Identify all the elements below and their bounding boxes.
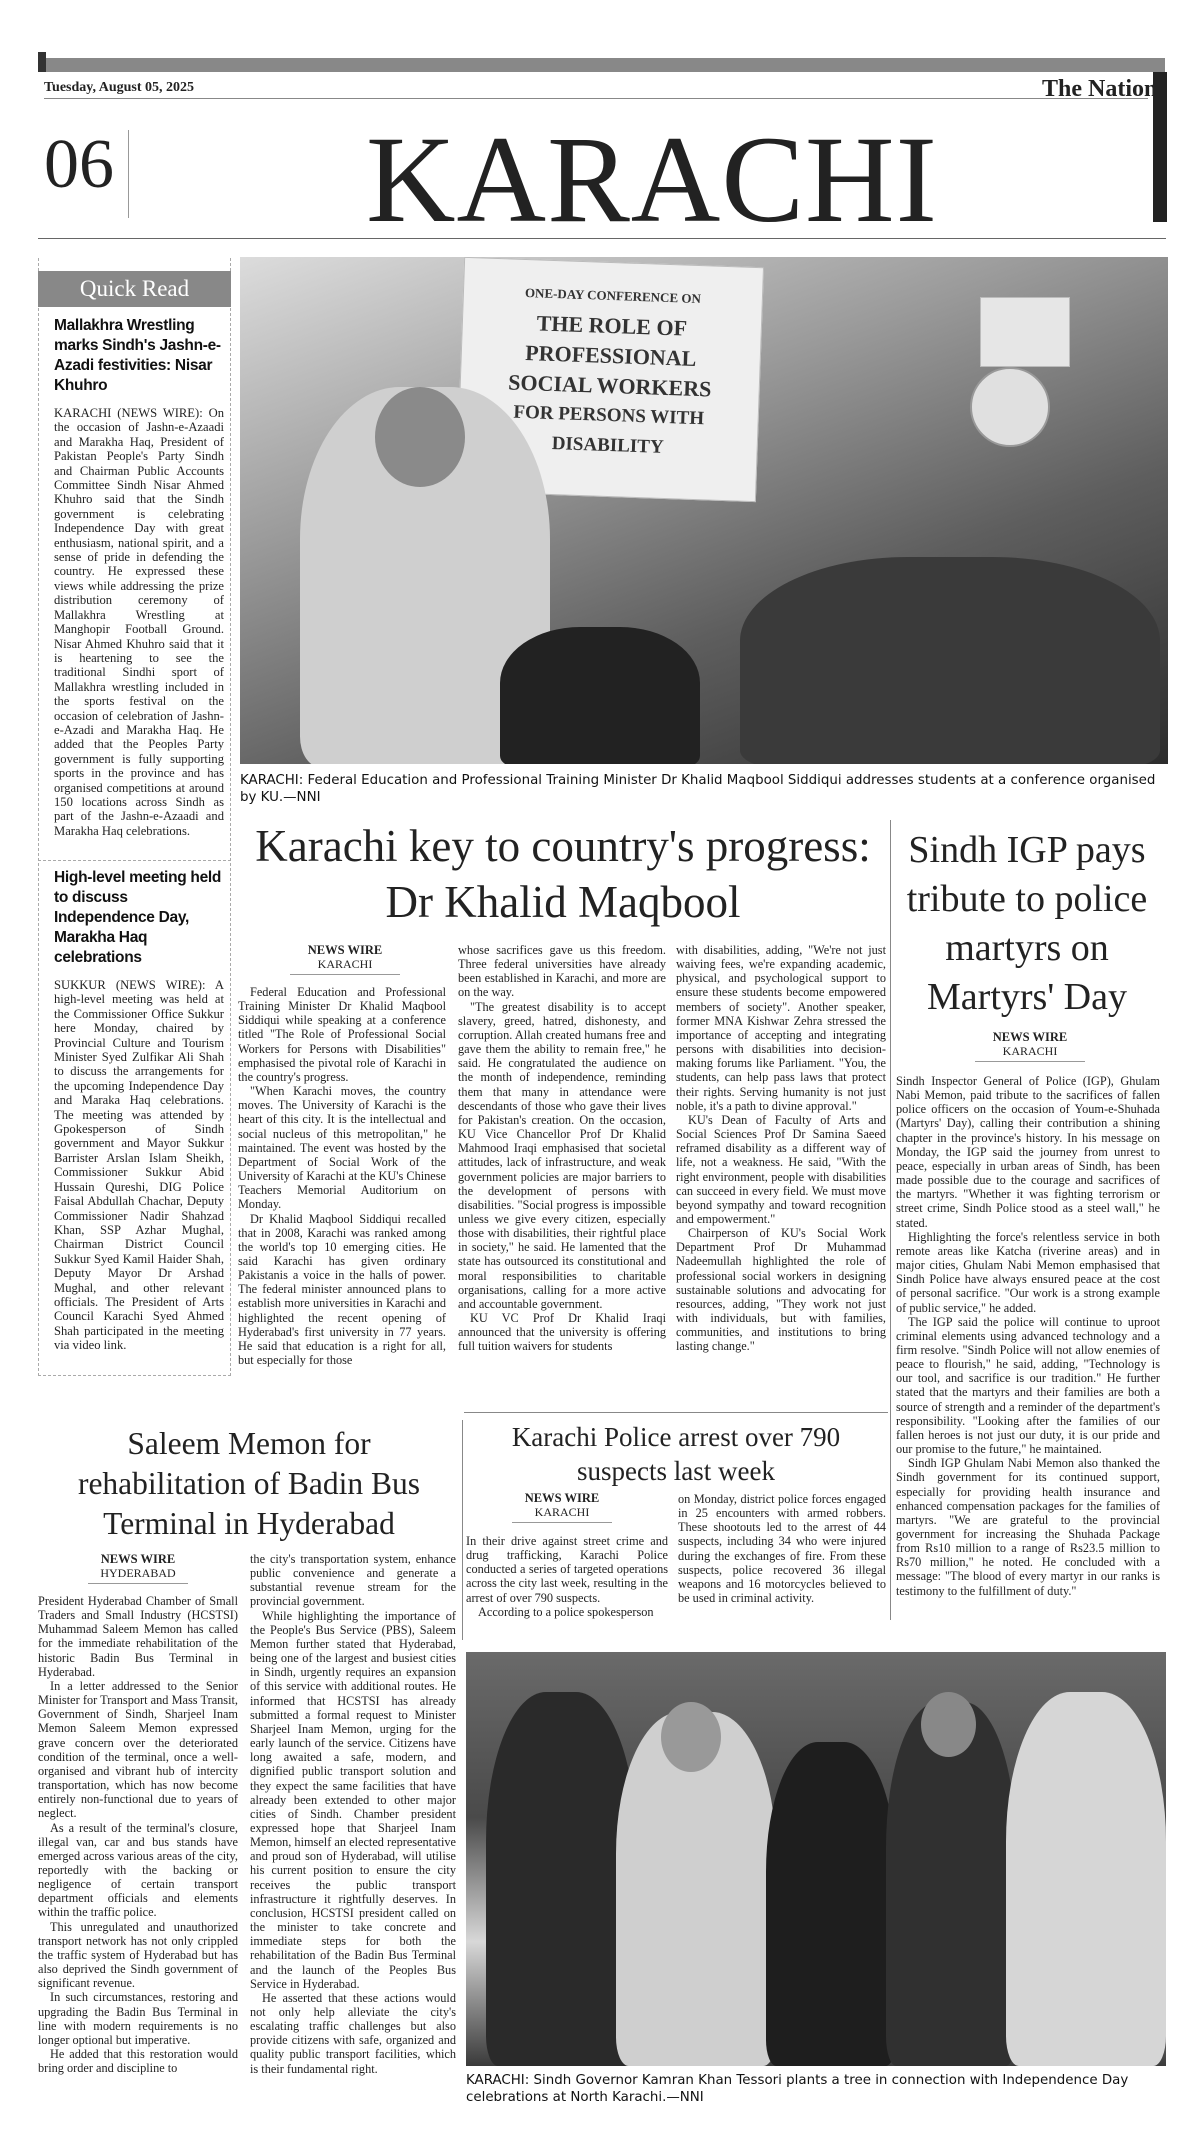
tree-planting-photo xyxy=(466,1652,1166,2066)
byline-agency: NEWS WIRE xyxy=(307,943,383,957)
quick-read-separator xyxy=(38,860,231,861)
quick-read-body: SUKKUR (NEWS WIRE): A high-level meeting was held at the Commissioner Office Sukkur here Monday, chaired by Provincial Culture and Tourism Minister Syed Zulfikar Ali Shah to discuss the arrangements for the upcoming Independence Day and Maraka Haq celebrations. The meeting was attended by Gpokesperson of Sindh government and Mayor Sukkur Barrister Arslan Islam Sheikh, Commissioner Sukkur Abid Hussain Qureshi, DIG Police Faisal Abdullah Chachar, Deputy Commissioner Nadir Shahzad Khan, SSP Azhar Mughal, Chairman District Council Sukkur Syed Kamil Haider Shah, Deputy Mayor Dr Arshad Mughal, and other relevant officials. The President of Arts Council Karachi Syed Ahmed Shah participated in the meeting via video link. xyxy=(54,978,224,1353)
paragraph: As a result of the terminal's closure, illegal van, car and bus stands have emerged across various areas of the city, reportedly with the backing or negligence of certain transport department officials and elements within the traffic police. xyxy=(38,1820,238,1920)
paragraph: the city's transportation system, enhance public convenience and generate a substantial revenue stream for the provincial government. xyxy=(250,1552,456,1609)
article-column xyxy=(250,1552,456,2120)
byline-dateline: KARACHI xyxy=(534,1505,590,1519)
newspaper-brand: The Nation xyxy=(1042,76,1158,102)
paragraph: He asserted that these actions would not only help alleviate the city's escalating traffic challenges but also provide citizens with safe, organized and quality public transport facilities, which is their fundamental right. xyxy=(250,1990,456,2076)
article-column xyxy=(678,1492,886,1634)
page-number: 06 xyxy=(44,126,114,203)
masthead-divider xyxy=(44,98,1148,99)
article-headline: Karachi key to country's progress: Dr Khalid Maqbool xyxy=(255,821,871,927)
column-rule xyxy=(462,1420,463,1640)
quick-read-headline: High-level meeting held to discuss Independence Day, Marakha Haq celebrations xyxy=(54,869,222,966)
paragraph: Sindh Inspector General of Police (IGP), Ghulam Nabi Memon, paid tribute to the sacrifices of fallen police officers on the occasion of Youm-e-Shuhada (Martyrs' Day), calling their contribution a shining chapter in the province's history. In his message on Monday, the IGP said the journey from unrest to peace, especially in urban areas of Sindh, has been made possible due to the courage and sacrifices of the martyrs. "Whether it was fighting terrorism or street crime, Sindh Police stood as a steel wall," he stated. xyxy=(896,1074,1160,1230)
university-emblem xyxy=(970,367,1050,447)
byline-agency: NEWS WIRE xyxy=(992,1030,1068,1044)
article-byline xyxy=(512,1491,612,1523)
paragraph: whose sacrifices gave us this freedom. Three federal universities have already been established in Karachi, and more are on the way. xyxy=(458,943,666,1000)
article-headline: Sindh IGP pays tribute to police martyrs on Martyrs' Day xyxy=(906,829,1148,1018)
banner-line: FOR PERSONS WITH DISABILITY xyxy=(513,401,705,458)
quick-read-label: Quick Read xyxy=(38,271,231,307)
person-head xyxy=(921,1692,976,1757)
article-headline: Saleem Memon for rehabilitation of Badin Bus Terminal in Hyderabad xyxy=(77,1426,421,1541)
paragraph: In their drive against street crime and drug trafficking, Karachi Police conducted a series of targeted operations across the city last week, resulting in the arrest of over 790 suspects. xyxy=(466,1534,668,1605)
paragraph: While highlighting the importance of the People's Bus Service (PBS), Saleem Memon further stated that Hyderabad, being one of the largest and busiest cities in Sindh, urgently requires an expansion of this service with additional routes. He informed that HCSTSI has already submitted a formal request to Minister Sharjeel Inam Memon, urging for the early launch of the service. Citizens have long awaited a safe, modern, and dignified public transport solution and they expect the same facilities that have already been extended to other major cities of Sindh. Chamber president expressed hope that Sharjeel Inam Memon, himself an elected representative and proud son of Hyderabad, will utilise his current position to ensure the city receives the public transport infrastructure it rightfully deserves. In conclusion, HCSTSI president called on the minister to take concrete and immediate steps for both the rehabilitation of the Badin Bus Terminal and the launch of the Peoples Bus Service in Hyderabad. xyxy=(250,1608,456,1991)
paragraph: In a letter addressed to the Senior Minister for Transport and Mass Transit, Government of Sindh, Sharjeel Inam Memon Saleem Memon expressed grave concern over the deteriorated condition of the terminal, once a well-organised and vibrant hub of intercity transportation, which has now become entirely non-functional due to years of neglect. xyxy=(38,1678,238,1821)
issue-date: Tuesday, August 05, 2025 xyxy=(44,80,195,95)
byline-agency: NEWS WIRE xyxy=(100,1552,176,1566)
byline-dateline: KARACHI xyxy=(317,957,373,971)
byline-dateline: KARACHI xyxy=(1002,1044,1058,1058)
paragraph: President Hyderabad Chamber of Small Traders and Small Industry (HCSTSI) Muhammad Saleem Memon has called for the immediate rehabilitation of the historic Badin Bus Terminal in Hyderabad. xyxy=(38,1594,238,1679)
bottom-photo-caption: KARACHI: Sindh Governor Kamran Khan Tessori plants a tree in connection with Independence Day celebrations at North Karachi.—NNI xyxy=(466,2073,1129,2105)
paragraph: Highlighting the force's relentless service in both remote areas like Katcha (riverine areas) and in major cities, Ghulam Nabi Memon emphasised that Sindh Police have always ensured peace at the cost of personal sacrifice. "Our work is a strong example of public service," he added. xyxy=(896,1229,1160,1315)
quick-read-headline: Mallakhra Wrestling marks Sindh's Jashn-e-Azadi festivities: Nisar Khuhro xyxy=(54,317,221,394)
person-figure xyxy=(766,1742,896,2066)
article-column xyxy=(896,1074,1160,1624)
paragraph: Federal Education and Professional Training Minister Dr Khalid Maqbool Siddiqui while speaking at a conference titled "The Role of Professional Social Workers for Persons with Disabilities" emphasised the pivotal role of Karachi in the country's progress. xyxy=(238,985,446,1084)
article-byline xyxy=(88,1552,188,1584)
byline-agency: NEWS WIRE xyxy=(524,1491,600,1505)
paragraph: In such circumstances, restoring and upgrading the Badin Bus Terminal in line with modern requirements is no longer optional but imperative. xyxy=(38,1990,238,2047)
article-headline: Karachi Police arrest over 790 suspects last week xyxy=(511,1422,841,1486)
paragraph: with disabilities, adding, "We're not just waiving fees, we're expanding academic, physical, and psychological support to ensure these students become empowered members of society". Another speaker, former MNA Kishwar Zehra stressed the importance of accepting and integrating persons with disabilities into decision-making forums like Parliament. "You, the students, can help pass laws that protect their rights. Serving humanity is not just noble, it's a path to divine approval." xyxy=(676,943,886,1113)
quick-read-item xyxy=(54,868,224,1353)
paragraph: "When Karachi moves, the country moves. The University of Karachi is the heart of this city. It is the intellectual and social nucleus of this metropolitan," he maintained. The event was hosted by the Department of Social Work of the University of Karachi at the KU's Chinese Teachers Memorial Auditorium on Monday. xyxy=(238,1084,446,1212)
page-number-divider xyxy=(128,130,129,218)
top-photo-caption: KARACHI: Federal Education and Professional Training Minister Dr Khalid Maqbool Siddiqui addresses students at a conference organised by KU.—NNI xyxy=(240,773,1156,805)
microphone-cluster xyxy=(500,627,700,764)
article-column xyxy=(238,985,446,1405)
banner-line: THE ROLE OF PROFESSIONAL xyxy=(524,310,697,371)
paragraph: KU VC Prof Dr Khalid Iraqi announced that the university is offering full tuition waivers for students xyxy=(458,1311,666,1354)
section-rule xyxy=(464,1412,888,1413)
article-column xyxy=(466,1534,668,1634)
wall-ac-unit xyxy=(980,297,1070,367)
article-column xyxy=(38,1594,238,2120)
byline-dateline: HYDERABAD xyxy=(100,1566,176,1580)
paragraph: "The greatest disability is to accept slavery, greed, hatred, dishonesty, and corruption. Allah created humans free and gave them the ability to remain free," he said. He congratulated the audience on the month of independence, reminding them that many in attendance were descendants of those who gave their lives for Pakistan's creation. On the occasion, KU Vice Chancellor Prof Dr Khalid Mahmood Iraqi emphasised that societal attitudes, lack of infrastructure, and weak government policies are major barriers to the development of persons with disabilities. "Social progress is impossible unless we give every citizen, especially those with disabilities, their rightful place in society," he said. He lamented that the state has outsourced its constitutional and moral responsibilities to charitable organisations, calling for a more active and accountable government. xyxy=(458,999,666,1311)
person-head xyxy=(661,1702,721,1772)
paragraph: Chairperson of KU's Social Work Department Prof Dr Muhammad Nadeemullah highlighted the role of professional social workers in designing sustainable solutions and advocating for resources, adding, "They work not just with individuals, but with families, communities, and institutions to bring lasting change." xyxy=(676,1226,886,1354)
speaker-head xyxy=(375,387,465,487)
section-title: KARACHI xyxy=(366,111,938,248)
paragraph: The IGP said the police will continue to uproot criminal elements using advanced technology and a firm resolve. "Sindh Police will not allow enemies of peace to flourish," he said, adding, "Technology is our tool, and sacrifice is our tradition." He further stated that the martyrs and their families are both a source of strength and a reminder of the department's responsibility. "Looking after the families of our fallen heroes is not just our duty, it is our pride and our promise to the future," he maintained. xyxy=(896,1314,1160,1457)
paragraph: He added that this restoration would bring order and discipline to xyxy=(38,2047,238,2076)
article-byline xyxy=(290,943,400,975)
paragraph: on Monday, district police forces engaged in 25 encounters with armed robbers. These shootouts led to the arrest of 44 suspects, including 34 who were injured during the exchanges of fire. From these suspects, police recovered 36 illegal weapons and 16 motorcycles believed to be used in criminal activity. xyxy=(678,1492,886,1606)
column-rule xyxy=(890,820,891,1620)
person-figure xyxy=(1006,1692,1166,2066)
banner-line: ONE-DAY CONFERENCE ON xyxy=(524,284,702,307)
paragraph: Sindh IGP Ghulam Nabi Memon also thanked the Sindh government for its continued support, especially for providing health insurance and enhanced compensation packages for the families of martyrs. "We are grateful to the provincial government for increasing the Shuhada Package from Rs10 million to a range of Rs23.5 million to Rs70 million," he noted. He concluded with a message: "The blood of every martyr in our ranks is testimony to the fulfillment of duty." xyxy=(896,1456,1160,1598)
masthead-top-bar xyxy=(38,58,1165,72)
paragraph: Dr Khalid Maqbool Siddiqui recalled that in 2008, Karachi was ranked among the world's top 10 emerging cities. He said Karachi has given ordinary Pakistanis a voice in the halls of power. The federal minister announced plans to establish more universities in Karachi and highlighted the recent opening of Hyderabad's first university in 77 years. He said that education is a right for all, but especially for those xyxy=(238,1211,446,1368)
conference-photo xyxy=(240,257,1168,764)
quick-read-body: KARACHI (NEWS WIRE): On the occasion of Jashn-e-Azaadi and Marakha Haq, President of Pakistan People's Party Sindh and Chairman Public Accounts Committee Sindh Nisar Ahmed Khuhro said that the Sindh government is celebrating Independence Day with great enthusiasm, national spirit, and a sense of pride in defending the country. He expressed these views while addressing the prize distribution ceremony of Mallakhra Wrestling at Manghopir Football Ground. Nisar Ahmed Khuhro said that it is heartening to see the traditional Sindhi sport of Mallakhra wrestling included in the sports festival on the occasion of celebration of Jashn-e-Azadi and Marakha Haq. He added that the Peoples Party government is fully supporting sports in the province and has organised competitions at around 150 locations across Sindh as part of the Jashn-e-Azaadi and Marakha Haq celebrations. xyxy=(54,406,224,838)
paragraph: According to a police spokesperson xyxy=(478,1604,654,1619)
article-byline xyxy=(975,1030,1085,1062)
paragraph: KU's Dean of Faculty of Arts and Social Sciences Prof Dr Samina Saeed reframed disability as a different way of life, not a weakness. He said, "With the right environment, people with disabilities can succeed in every field. We must move beyond sympathy and toward recognition and empowerment." xyxy=(676,1112,886,1226)
masthead-left-marker xyxy=(38,52,46,72)
section-divider xyxy=(38,238,1166,239)
banner-line: SOCIAL WORKERS xyxy=(507,369,712,402)
person-figure xyxy=(486,1692,636,2066)
article-column xyxy=(458,943,666,1405)
paragraph: This unregulated and unauthorized transport network has not only crippled the traffic system of Hyderabad but has also deprived the Sindh government of significant revenue. xyxy=(38,1919,238,1991)
article-column xyxy=(676,943,886,1405)
audience-row xyxy=(740,557,1160,764)
quick-read-item xyxy=(54,316,224,838)
